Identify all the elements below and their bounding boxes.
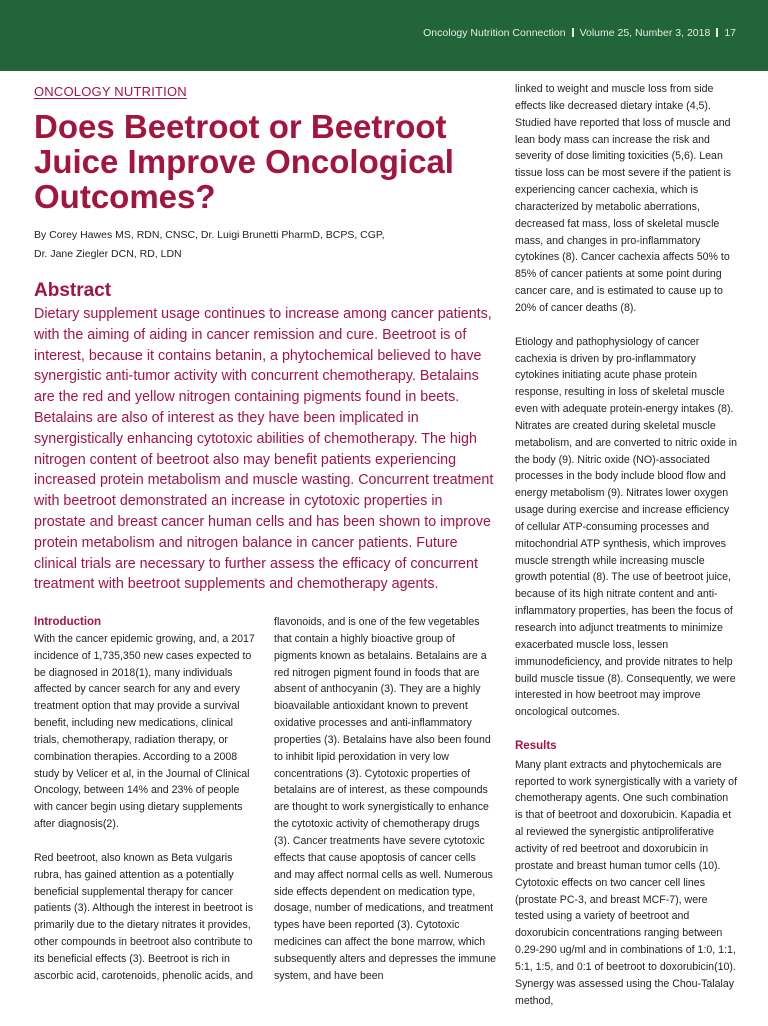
article-title: Does Beetroot or Beetroot Juice Improve Oncological Outcomes? — [34, 108, 454, 215]
intro-paragraph-4: linked to weight and muscle loss from side effects like decreased dietary intake (4,5). Studied have reported that loss of muscle and lean body mass can increase the risk and severity of dose limiting toxicities (5,6). Lean tissue loss can be most severe if the patient is experiencing cancer cachexia, which is characterized by metabolic aberrations, decreased fat mass, loss of skeletal muscle mass, and changes in pro-inflammatory cytokines (8). Cancer cachexia affects 50% to 85% of cancer patients at some point during cancer care, and is estimated to cause up to 20% of cancer deaths (8). — [515, 83, 732, 314]
abstract-heading: Abstract — [34, 280, 112, 301]
column-2 — [274, 614, 496, 1001]
column-3 — [515, 81, 737, 1026]
intro-paragraph-1: With the cancer epidemic growing, and, a 2017 incidence of 1,735,350 new cases expected to be diagnosed in 2018(1), many individuals affected by cancer search for any and every treatment option that may provide a survival benefit, including new medications, clinical trials, chemotherapy, radiation therapy, or combination therapies. According to a 2008 study by Velicer et al, in the Journal of Clinical Oncology, between 14% and 23% of people with cancer begin using dietary supplements after diagnosis(2). — [34, 632, 255, 831]
header-separator — [572, 28, 574, 37]
page-number: 17 — [724, 27, 736, 39]
abstract-body: Dietary supplement usage continues to increase among cancer patients, with the aiming of aiding in cancer remission and cure. Beetroot is of interest, because it contains betanin, a phytochemical believed to have synergistic anti-tumor activity with concurrent chemotherapy. Betalains are the red and yellow nitrogen containing pigments found in beets. Betalains are also of interest as they have been implicated in synergistically enhancing cytotoxic abilities of chemotherapy. The high nitrogen content of beetroot also may benefit patients experiencing increased protein metabolism and muscle wasting. Concurrent treatment with beetroot demonstrated an increase in cytotoxic properties in prostate and breast cancer human cells and has been shown to improve protein metabolism and nitrogen balance in cancer patients. Future clinical trials are necessary to further assess the efficacy of concurrent treatment with beetroot supplements and chemotherapy agents. — [34, 306, 494, 593]
column-1 — [34, 614, 256, 1001]
byline-line-2: Dr. Jane Ziegler DCN, RD, LDN — [34, 248, 182, 260]
section-label: ONCOLOGY NUTRITION — [34, 84, 187, 99]
introduction-heading: Introduction — [34, 616, 102, 628]
results-heading: Results — [515, 739, 557, 752]
byline-line-1: By Corey Hawes MS, RDN, CNSC, Dr. Luigi Brunetti PharmD, BCPS, CGP, — [34, 229, 385, 241]
header-separator — [716, 28, 718, 37]
volume-info: Volume 25, Number 3, 2018 — [579, 27, 711, 39]
running-header — [423, 27, 736, 39]
journal-name: Oncology Nutrition Connection — [423, 27, 566, 39]
intro-paragraph-5: Etiology and pathophysiology of cancer cachexia is driven by pro-inflammatory cytokines initiating acute phase protein response, resulting in loss of skeletal muscle even with adequate protein-energy intakes (8). Nitrates are created during skeletal muscle metabolism, and are converted to nitric oxide in the body (9). Nitric oxide (NO)-associated processes in the body include blood flow and energy metabolism (9). Nitrates lower oxygen usage during exercise and increase efficiency of cellular ATP-consuming processes and mitochondrial ATP synthesis, which improves muscle strength while increasing muscle growth potential (8). The use of beetroot juice, because of its high nitrate content and anti-inflammatory properties, has been the focus of research into adjunct treatments to minimize exacerbated muscle loss, lessen immunodeficiency, and provide nitrates to help build muscle tissue (8). Consequently, we were interested in how beetroot may improve oncological outcomes. — [515, 335, 737, 719]
journal-header-bar — [0, 0, 768, 71]
byline — [34, 226, 484, 264]
results-paragraph-1: Many plant extracts and phytochemicals are reported to work synergistically with a variety of chemotherapy agents. One such combination is that of beetroot and doxorubicin. Kapadia et al reviewed the synergistic antiproliferative activity of red beetroot and doxorubicin in prostate and breast human tumor cells (10). Cytotoxic effects on two cancer cell lines (prostate PC-3, and breast MCF-7), were tested using a variety of beetroot and doxorubicin concentrations ranging between 0.29-290 ug/ml and in combinations of 1:0, 1:1, 5:1, 1:5, and 0:1 of beetroot to doxorubicin(10). Synergy was assessed using the Chou-Talalay method, — [515, 758, 737, 1007]
intro-paragraph-3: flavonoids, and is one of the few vegetables that contain a highly bioactive group of pigments known as betalains. Betalains are a red nitrogen pigment found in foods that are absent of anthocyanin (3). They are a highly bioavailable antioxidant known to prevent oxidative processes and anti-inflammatory properties (3). Betalains have also been found to inhibit lipid peroxidation in very low concentrations (3). Cytotoxic properties of betalains are of interest, as these compounds are thought to work synergistically to enhance the cytotoxic activity of chemotherapy drugs (3). Cancer treatments have severe cytotoxic effects that cause apoptosis of cancer cells and may affect normal cells as well. Numerous side effects dependent on medication type, dosage, number of medications, and treatment types have been reported (3). Cytotoxic medicines can affect the bone marrow, which subsequently alters and depresses the immune system, and have been — [274, 616, 497, 982]
intro-paragraph-2: Red beetroot, also known as Beta vulgaris rubra, has gained attention as a potentially beneficial supplemental therapy for cancer patients (3). Although the interest in beetroot is primarily due to the dietary nitrates it provides, other compounds in beetroot also contribute to its beneficial effects (3). Beetroot is rich in ascorbic acid, carotenoids, phenolic acids, and — [34, 851, 254, 982]
